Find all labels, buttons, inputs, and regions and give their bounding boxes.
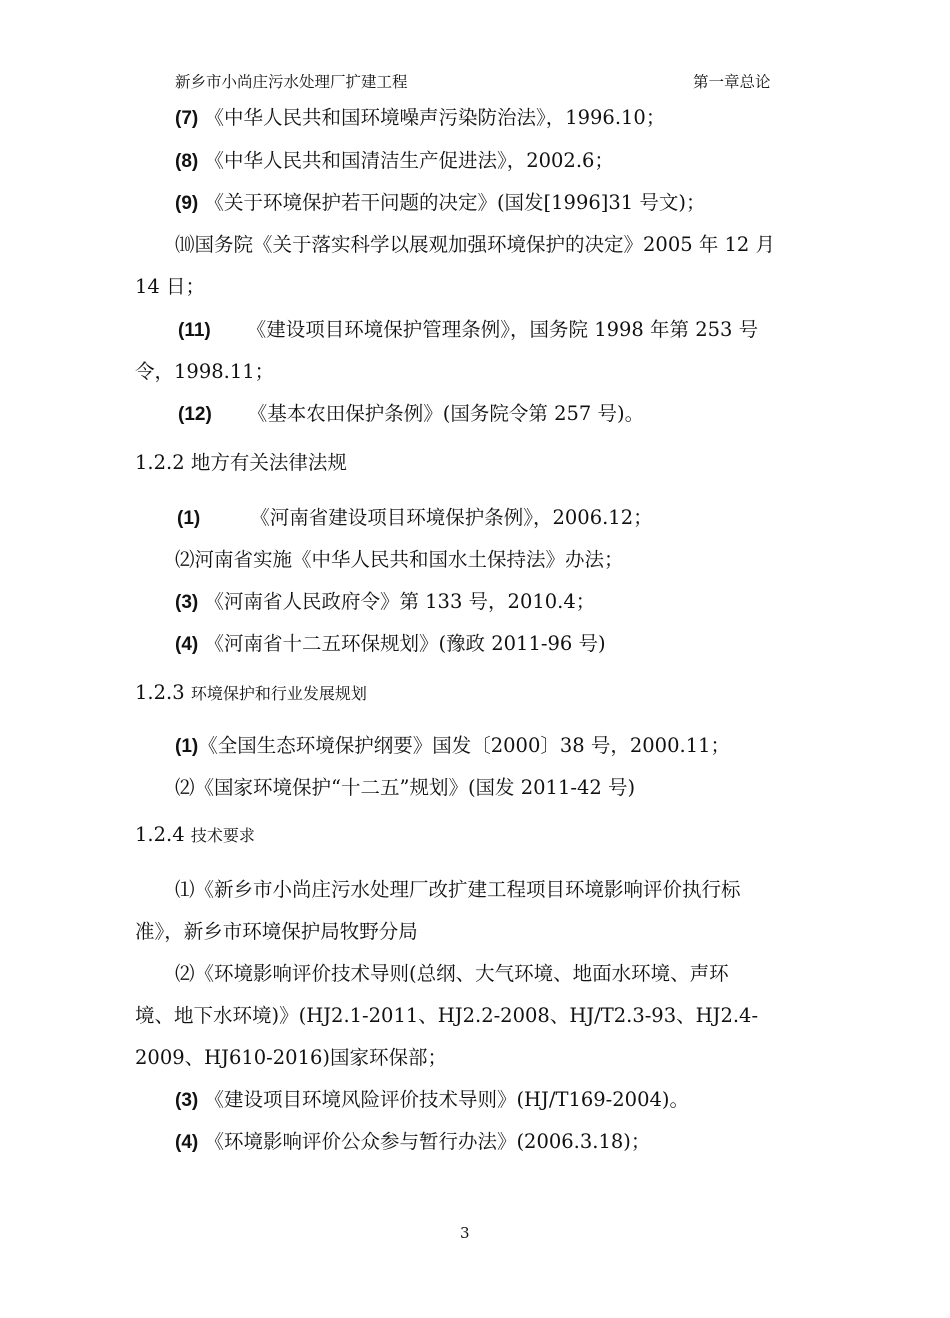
item-number: (4)	[175, 634, 199, 655]
list-item	[175, 193, 706, 213]
item-number: (12)	[178, 404, 212, 425]
list-item	[175, 634, 606, 654]
list-item	[175, 1132, 650, 1152]
item-number: (3)	[175, 1090, 199, 1111]
section-heading	[135, 825, 255, 845]
list-item	[175, 108, 665, 128]
section-number: 1.2.4	[135, 823, 185, 846]
item-number: (3)	[175, 592, 199, 613]
list-item	[175, 736, 730, 756]
item-number: (9)	[175, 193, 199, 214]
list-item-continuation: 境、地下水环境)》(HJ2.1-2011、HJ2.2-2008、HJ/T2.3-93、HJ2.4-	[135, 1004, 759, 1027]
item-text: 《河南省十二五环保规划》(豫政 2011-96 号)	[204, 632, 606, 655]
item-text: 《全国生态环境保护纲要》国发〔2000〕38 号，2000.11；	[198, 734, 731, 757]
section-title: 技术要求	[190, 826, 255, 845]
item-number: (4)	[175, 1132, 199, 1153]
section-number: 1.2.3	[135, 681, 185, 704]
item-number: (7)	[175, 108, 199, 129]
list-item	[177, 508, 653, 528]
list-item: ⑴《新乡市小尚庄污水处理厂改扩建工程项目环境影响评价执行标	[175, 878, 741, 901]
list-item-continuation: 2009、HJ610-2016)国家环保部；	[135, 1046, 447, 1069]
list-item: ⑽国务院《关于落实科学以展观加强环境保护的决定》2005 年 12 月	[175, 233, 776, 256]
item-number: (1)	[177, 508, 201, 529]
item-text: 《建设项目环境保护管理条例》，国务院 1998 年第 253 号	[246, 318, 759, 341]
list-item-continuation: 准》，新乡市环境保护局牧野分局	[135, 920, 418, 943]
list-item	[175, 592, 595, 612]
running-header-chapter: 第一章总论	[693, 73, 771, 91]
section-heading	[135, 683, 367, 703]
list-item-continuation: 令，1998.11；	[135, 360, 275, 383]
item-text: 《河南省建设项目环境保护条例》，2006.12；	[250, 506, 653, 529]
list-item: ⑵《国家环境保护“十二五”规划》(国发 2011-42 号)	[175, 776, 636, 799]
item-number: (1)	[175, 736, 199, 757]
item-text: 《中华人民共和国清洁生产促进法》，2002.6；	[204, 149, 614, 172]
section-title: 环境保护和行业发展规划	[190, 684, 367, 703]
item-text: 《中华人民共和国环境噪声污染防治法》，1996.10；	[204, 106, 666, 129]
list-item	[178, 320, 758, 340]
list-item-continuation: 14 日；	[135, 275, 206, 298]
item-text: 《环境影响评价公众参与暂行办法》(2006.3.18)；	[204, 1130, 651, 1153]
section-heading: 1.2.2 地方有关法律法规	[135, 451, 347, 474]
running-header-title: 新乡市小尚庄污水处理厂扩建工程	[175, 73, 408, 91]
item-text: 《基本农田保护条例》(国务院令第 257 号)。	[247, 402, 645, 425]
list-item: ⑵河南省实施《中华人民共和国水土保持法》办法；	[175, 548, 624, 571]
list-item	[178, 404, 644, 424]
item-text: 《河南省人民政府令》第 133 号，2010.4；	[204, 590, 596, 613]
item-number: (8)	[175, 151, 199, 172]
list-item: ⑵《环境影响评价技术导则(总纲、大气环境、地面水环境、声环	[175, 962, 729, 985]
page-number: 3	[460, 1224, 470, 1242]
item-text: 《关于环境保护若干问题的决定》(国发[1996]31 号文)；	[204, 191, 706, 214]
item-text: 《建设项目环境风险评价技术导则》(HJ/T169-2004)。	[204, 1088, 689, 1111]
list-item	[175, 151, 614, 171]
list-item	[175, 1090, 689, 1110]
item-number: (11)	[178, 320, 211, 341]
